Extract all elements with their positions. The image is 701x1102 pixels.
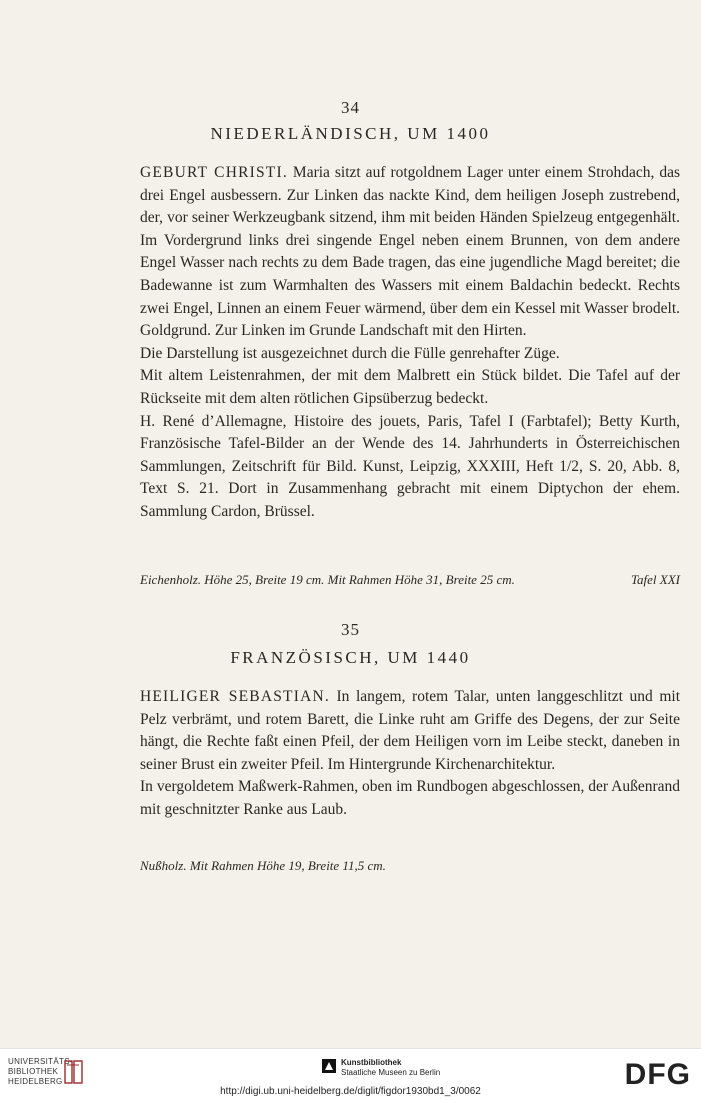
description-paragraph xyxy=(140,162,680,343)
source-url[interactable]: http://digi.ub.uni-heidelberg.de/diglit/figdor1930bd1_3/0062 xyxy=(220,1086,481,1097)
uni-line: HEIDELBERG xyxy=(8,1077,63,1086)
kunstbibliothek-label xyxy=(341,1058,440,1078)
kb-line: Kunstbibliothek xyxy=(341,1058,402,1067)
uni-line: UNIVERSITÄTS- xyxy=(8,1057,73,1066)
plate-reference: Tafel XXI xyxy=(631,572,680,587)
entry-body xyxy=(140,162,680,524)
entry-number: 34 xyxy=(341,98,360,117)
frame-paragraph: Mit altem Leistenrahmen, der mit dem Malbrett ein Stück bildet. Die Tafel auf der Rückseite mit dem alten rötlichen Gipsüberzug bedeckt. xyxy=(140,367,680,407)
entry-body xyxy=(140,686,680,822)
entry-title: GEBURT CHRISTI. xyxy=(140,164,288,181)
kb-line: Staatliche Museen zu Berlin xyxy=(341,1068,441,1077)
kunstbibliothek-logo-icon xyxy=(322,1059,336,1073)
description-text: Maria sitzt auf rotgoldnem Lager unter einem Strohdach, das drei Engel ausbessern. Zur Linken das nackte Kind, dem heiligen Joseph zustrebend, der, vor seiner Werkzeugbank sitzend, ihm mit beiden Händen Spielzeug entgegenhält. Im Vordergrund links drei singende Engel neben einem Brunnen, von dem andere Engel Wasser nach rechts zu dem Bade tragen, das eine jugendliche Magd bereitet; die Badewanne ist zum Warmhalten des Wassers mit einem Baldachin bedeckt. Rechts zwei Engel, Linnen an einem Feuer wärmend, über dem ein Kessel mit Wasser brodelt. Goldgrund. Zur Linken im Grunde Landschaft mit den Hirten. xyxy=(140,164,681,340)
entry-heading: FRANZÖSISCH, UM 1440 xyxy=(230,648,471,667)
entry-title: HEILIGER SEBASTIAN. xyxy=(140,688,330,705)
uni-line: BIBLIOTHEK xyxy=(8,1067,59,1076)
frame-paragraph: In vergoldetem Maßwerk-Rahmen, oben im Rundbogen abgeschlossen, der Außenrand mit geschnitzter Ranke aus Laub. xyxy=(140,778,680,818)
description-text: In langem, rotem Talar, unten langgeschlitzt und mit Pelz verbrämt, und rotem Barett, die Linke ruht am Griffe des Degens, der zur Seite hängt, die Rechte faßt einen Pfeil, der dem Heiligen vorn im Leibe steckt, daneben in seiner Brust ein zweiter Pfeil. Im Hintergrunde Kirchenarchitektur. xyxy=(140,688,681,773)
description-paragraph xyxy=(140,686,680,776)
dimensions-text: Nußholz. Mit Rahmen Höhe 19, Breite 11,5 cm. xyxy=(140,858,386,873)
entry-heading: NIEDERLÄNDISCH, UM 1400 xyxy=(210,124,491,143)
entry-number: 35 xyxy=(341,620,360,639)
dimensions-caption xyxy=(140,858,680,874)
dfg-logo: DFG xyxy=(624,1058,691,1091)
dimensions-caption xyxy=(140,572,680,588)
literature-paragraph: H. René d’Allemagne, Histoire des jouets, Paris, Tafel I (Farbtafel); Betty Kurth, Französische Tafel-Bilder an der Wende des 14. Jahrhunderts in Österreichischen Sammlungen, Zeitschrift für Bild. Kunst, Leipzig, XXXIII, Heft 1/2, S. 20, Abb. 8, Text S. 21. Dort in Zusammenhang gebracht mit einem Diptychon der ehem. Sammlung Cardon, Brüssel. xyxy=(140,412,680,520)
university-logo-icon xyxy=(64,1059,84,1085)
remark-paragraph: Die Darstellung ist ausgezeichnet durch die Fülle genrehafter Züge. xyxy=(140,344,560,362)
dimensions-text: Eichenholz. Höhe 25, Breite 19 cm. Mit Rahmen Höhe 31, Breite 25 cm. xyxy=(140,572,515,587)
